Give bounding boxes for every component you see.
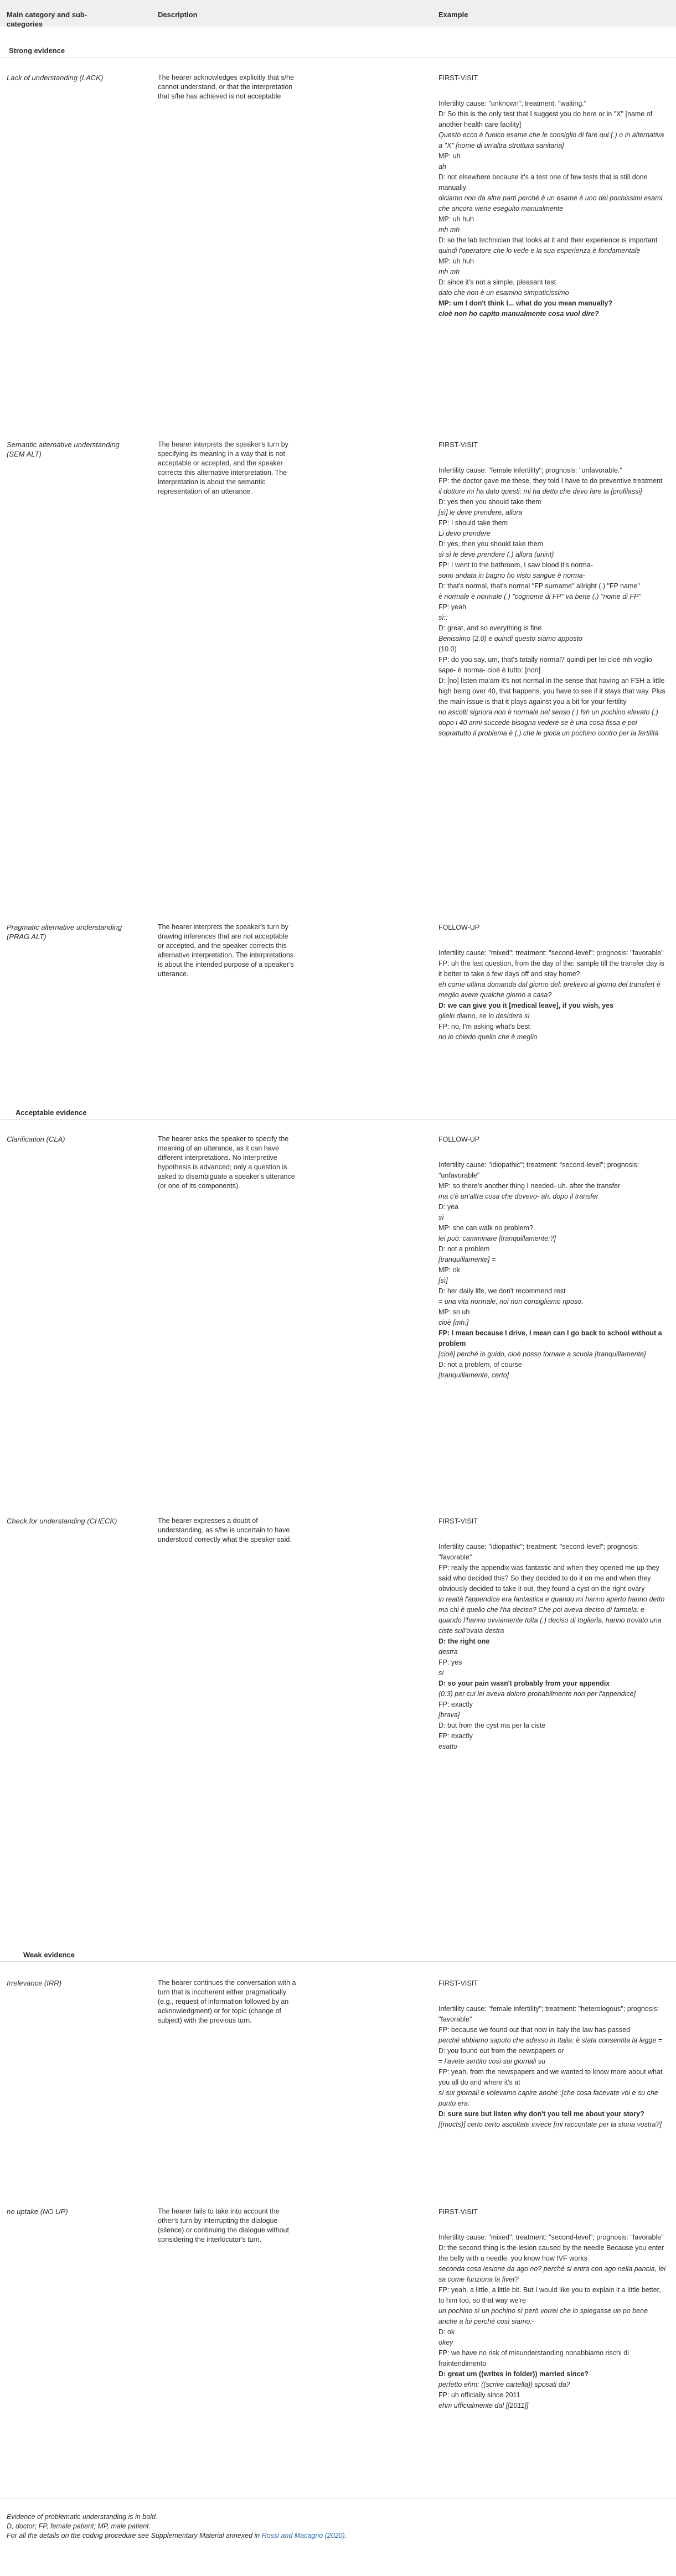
example-line: seconda cosa lesione da ago no? perché si entra con ago nella pancia, lei sa come funziona la fivet? — [438, 2265, 666, 2283]
header-category: Main category and sub-categories — [7, 11, 87, 28]
divider — [0, 1961, 676, 1962]
section-strong-evidence: Strong evidence — [9, 46, 65, 55]
example-line: D: so your pain wasn't probably from your appendix — [438, 1680, 610, 1687]
example-line: D: yes then you should take them — [438, 498, 541, 506]
example-line: FP: because we found out that now in Italy the law has passed — [438, 2026, 631, 2034]
example-line: D: we can give you it [medical leave], if you wish, yes — [438, 1002, 614, 1009]
example-line: D: her daily life, we don't recommend rest — [438, 1287, 566, 1295]
example-line: FP: exactly — [438, 1701, 473, 1708]
example-line: no ascolti signora non è normale nel senso (.) fsh un pochino elevato (.) dopo i 40 anni succede bisogna vedere se è una cosa fissa e poi soprattutto il problema è (.) che le gioca un pochino contro per la fertilità — [438, 708, 659, 737]
example-line: D: the right one — [438, 1637, 490, 1645]
category-lack: Lack of understanding (LACK) — [7, 74, 104, 82]
example-line: sì:: — [438, 614, 448, 621]
example-line: perché abbiamo saputo che adesso in Italia: è stata consentita la legge = — [438, 2036, 663, 2044]
example-line: FP: do you say, um, that's totally normal? quindi per lei cioè mh voglio sape- è norma- cioè è tutto: [non] — [438, 656, 652, 674]
example-line — [438, 2217, 668, 2232]
example-line: cioè non ho capito manualmente cosa vuol dire? — [438, 310, 599, 318]
example-check — [438, 1516, 668, 1752]
example-line: FP: really the appendix was fantastic and when they opened me up they said who decided this? So they decided to do it on me and when they obviously decided to take it out, they found a cyst on the right ovary — [438, 1564, 659, 1593]
category-prag-alt: Pragmatic alternative understanding (PRAG ALT) — [7, 923, 122, 941]
example-line: ma c'è un'altra cosa che dovevo- ah. dopo il transfer — [438, 1193, 598, 1200]
example-line: [(mocts)] certo certo ascoltate invece [mi raccontate per la storia vostra?] — [438, 2121, 662, 2128]
example-line: mh mh — [438, 268, 460, 276]
example-line: FP: uh the last question, from the day of the: sample till the transfer day is it better to take a few days off and stay home? — [438, 960, 664, 978]
example-line: D: not a problem, of course — [438, 1361, 522, 1369]
example-line: FIRST-VISIT — [438, 441, 478, 449]
example-no-up — [438, 2207, 668, 2411]
example-line: D: yea — [438, 1203, 459, 1211]
example-line: D: so the lab technician that looks at it and their experience is important — [438, 236, 658, 244]
example-line: dato che non è un esamino simpaticissimo — [438, 289, 569, 297]
example-line: glielo diamo, se lo desidera sì — [438, 1012, 530, 1020]
category-sem-alt: Semantic alternative understanding (SEM ALT) — [7, 440, 120, 458]
example-line: D: you found out from the newspapers or — [438, 2047, 564, 2055]
example-line: Infertility cause: "idiopathic"; treatment: "second-level"; prognosis: "favorable" — [438, 1543, 639, 1561]
example-line: esatto — [438, 1743, 458, 1750]
example-line: Infertility cause: "mixed"; treatment: "second-level"; prognosis: "favorable" — [438, 949, 664, 957]
example-line: MP: so there's another thing I needed- uh. after the transfer — [438, 1182, 621, 1190]
example-cla — [438, 1134, 668, 1381]
example-line — [438, 84, 668, 99]
example-line: è normale è normale (.) "cognome di FP" va bene (.) "nome di FP" — [438, 593, 641, 600]
example-line: [sì] le deve prendere, allora — [438, 509, 523, 516]
example-line: FP: yes — [438, 1658, 462, 1666]
example-line: [tranquillamente, certo] — [438, 1371, 509, 1379]
example-line: FP: the doctor gave me these, they told I have to do preventive treatment — [438, 477, 663, 485]
example-line: D: but from the cyst ma per la ciste — [438, 1722, 546, 1729]
example-line: D: sure sure but listen why don't you tell me about your story? — [438, 2110, 644, 2118]
example-line: diciamo non da altre parti perché è un esame è uno dei pochissimi esami che ancora viene eseguito manualmente — [438, 194, 663, 212]
example-line: sì — [438, 1669, 444, 1677]
example-line: FIRST-VISIT — [438, 1979, 478, 1987]
example-line: D: yes, then you should take them — [438, 540, 543, 548]
example-line — [438, 1145, 668, 1160]
footnote-bold: Evidence of problematic understanding is in bold. — [7, 2513, 158, 2521]
example-line: FOLLOW-UP — [438, 1136, 480, 1143]
example-line: sì sì le deve prendere (.) allora (unint) — [438, 551, 554, 558]
example-line: FP: no, I'm asking what's best — [438, 1023, 530, 1030]
example-line: in realtà l'appendice era fantastica e quando mi hanno aperto hanno detto ma chi è quello che l'ha deciso? Che poi aveva deciso di farmela: e quando l'hanno ovviamente tolta (.) deciso di toglierla, hanno trovato una ciste sull'ovaia destra — [438, 1595, 665, 1635]
example-line: [tranquillamente] = — [438, 1256, 496, 1263]
example-line: D: since it's not a simple, pleasant test — [438, 278, 556, 286]
example-line: ah — [438, 163, 446, 170]
example-line: FP: exactly — [438, 1732, 473, 1740]
section-acceptable-evidence: Acceptable evidence — [16, 1108, 87, 1117]
example-line — [438, 450, 668, 465]
example-line: ehm ufficialmente dal [[2011]] — [438, 2402, 529, 2409]
example-line: sono andata in bagno ho visto sangue è norma- — [438, 572, 585, 579]
example-line — [438, 1989, 668, 2004]
example-prag-alt — [438, 922, 668, 1043]
example-line: MP: uh huh — [438, 257, 474, 265]
description-check: The hearer expresses a doubt of understanding, as s/he is uncertain to have understood correctly what the speaker said. — [158, 1517, 292, 1543]
example-line: MP: uh — [438, 152, 461, 160]
example-line: Benissimo (2.0) e quindi questo siamo apposto — [438, 635, 582, 642]
example-line: il dottore mi ha dato questi: mi ha detto che devo fare la [profilassi] — [438, 488, 642, 495]
example-line: D: not elsewhere because it's a test one of few tests that is still done manually — [438, 173, 648, 191]
example-irr — [438, 1978, 668, 2130]
example-line: MP: she can walk no problem? — [438, 1224, 533, 1232]
example-line: FP: I went to the bathroom, I saw blood it's norma- — [438, 561, 593, 569]
description-lack: The hearer acknowledges explicitly that s/he cannot understand, or that the interpretation that s/he has achieved is not acceptable — [158, 74, 294, 100]
example-line: FP: we have no risk of misunderstanding nonabbiamo rischi di fraintendimento — [438, 2349, 629, 2367]
example-line: Infertility cause: "mixed"; treatment: "second-level"; prognosis: "favorable" — [438, 2233, 664, 2241]
example-line: FP: yeah, from the newspapers and we wanted to know more about what you all do and where it's at — [438, 2068, 663, 2086]
footnote-reference-text: For all the details on the coding procedure see Supplementary Material annexed in — [7, 2532, 262, 2539]
example-line: Li devo prendere — [438, 530, 491, 537]
category-irr: Irrelevance (IRR) — [7, 1979, 61, 1987]
example-line: lei può: camminare [tranquillamente:?] — [438, 1235, 556, 1242]
header-description: Description — [158, 11, 198, 19]
description-prag-alt: The hearer interprets the speaker's turn by drawing inferences that are not acceptable or accepted, and the speaker corrects this alternative interpretation. The interpretations is about the intended purpose of a speaker's utterance. — [158, 923, 294, 978]
example-line: D: ok — [438, 2328, 455, 2336]
example-line: FP: I mean because I drive, I mean can I go back to school without a problem — [438, 1329, 662, 1347]
example-line: D: [no] listen ma'am it's not normal in the sense that having an FSH a little high being over 40, that happens, you have to see if it stays that way. Plus the main issue is that it plays against you a bit for your fertility — [438, 677, 665, 706]
header-example: Example — [438, 11, 468, 19]
example-line: no io chiedo quello che è meglio — [438, 1033, 538, 1041]
example-line: eh come ultima domanda dal giorno del: prelievo al giorno del transfert è meglio avere qualche giorno a casa? — [438, 981, 660, 999]
example-line: FP: uh officially since 2011 — [438, 2391, 520, 2399]
section-weak-evidence: Weak evidence — [23, 1951, 75, 1959]
example-line: MP: ok — [438, 1266, 460, 1274]
footnote-abbreviations: D, doctor; FP, female patient; MP, male patient. — [7, 2522, 151, 2530]
example-line: Infertility cause: "female infertility"; prognosis: "unfavorable." — [438, 467, 622, 474]
description-no-up: The hearer fails to take into account the other's turn by interrupting the dialogue (silence) or continuing the dialogue without considering the interlocutor's turn. — [158, 2207, 289, 2243]
example-line: (0.3) per cui lei aveva dolore probabilmente non per l'appendice] — [438, 1690, 636, 1698]
category-check: Check for understanding (CHECK) — [7, 1517, 117, 1525]
example-line: okey — [438, 2339, 453, 2346]
example-line: sì sui giornali e volevamo capire anche :[che cosa facevate voi e su che punto era: — [438, 2089, 658, 2107]
example-line: FIRST-VISIT — [438, 74, 478, 82]
example-line: cioè [mh:] — [438, 1319, 469, 1326]
example-line — [438, 933, 668, 948]
example-line: FOLLOW-UP — [438, 924, 480, 931]
example-line: sì — [438, 1214, 444, 1221]
example-line: FP: I should take them — [438, 519, 508, 527]
example-line: D: great, and so everything is fine — [438, 624, 542, 632]
example-sem-alt — [438, 440, 668, 739]
example-line: D: that's normal, that's normal "FP surname" allright (.) "FP name" — [438, 582, 640, 590]
example-line: (10.0) — [438, 645, 457, 653]
description-sem-alt: The hearer interprets the speaker's turn by specifying its meaning in a way that is not acceptable or accepted, and the speaker corrects this alternative interpretation. The interpretation is about the semantic representation of an utterance. — [158, 440, 288, 495]
example-line: MP: um I don't think I... what do you mean manually? — [438, 299, 613, 307]
example-line: quindi l'operatore che lo vede e la sua esperienza è fondamentale — [438, 247, 641, 255]
example-line: perfetto ehm: ((scrive cartella)) sposati da? — [438, 2381, 570, 2388]
example-line: un pochino sì un pochino sì però vorrei che lo spiegasse un po bene anche a lui perché così siamo:- — [438, 2307, 648, 2325]
footnote-reference-end: . — [344, 2532, 347, 2539]
example-line: D: great um ((writes in folder)) married since? — [438, 2370, 589, 2378]
reference-link[interactable]: Rossi and Macagno (2020) — [261, 2532, 345, 2539]
example-line: Infertility cause: "idiopathic"; treatment: "second-level"; prognosis: "unfavorable" — [438, 1161, 639, 1179]
example-line: FP: yeah, a little, a little bit. But I would like you to explain it a little better, to him too, so that way we're — [438, 2286, 661, 2304]
category-cla: Clarification (CLA) — [7, 1135, 65, 1143]
example-line: MP: uh huh — [438, 215, 474, 223]
example-line: mh mh — [438, 226, 460, 234]
example-line: [brava] — [438, 1711, 460, 1719]
example-line: destra — [438, 1648, 458, 1656]
footnote-reference — [7, 2531, 560, 2541]
example-line: MP: so uh — [438, 1308, 470, 1316]
example-lack — [438, 73, 668, 319]
description-cla: The hearer asks the speaker to specify the meaning of an utterance, as it can have different interpretations. No interpretive hypothesis is advanced; only a question is asked to disambiguate a speaker's utterance (or one of its components). — [158, 1135, 295, 1190]
example-line: Questo ecco è l'unico esame che le consiglio di fare qui:(.) o in alternativa a "X" [nome di un'altra struttura sanitaria] — [438, 131, 664, 149]
example-line: [sì] — [438, 1277, 448, 1284]
example-line: = una vita normale, noi non consigliamo riposo. — [438, 1298, 584, 1305]
description-irr: The hearer continues the conversation with a turn that is incoherent either pragmatically (e.g., request of information followed by an acknowledgment) or for topic (change of subject) with the previous turn. — [158, 1979, 296, 2024]
example-line: D: So this is the only test that I suggest you do here or in "X" [name of another health care facility] — [438, 110, 653, 128]
category-no-up: no uptake (NO UP) — [7, 2207, 68, 2216]
example-line: FP: yeah — [438, 603, 467, 611]
example-line: = l'avete sentito così sui giornali su — [438, 2057, 546, 2065]
example-line: D: the second thing is the lesion caused by the needle Because you enter the belly with a needle, you know how IVF works — [438, 2244, 664, 2262]
example-line: Infertility cause: "female infertility"; treatment: "heterologous"; prognosis: "favorable" — [438, 2005, 659, 2023]
example-line: D: not a problem — [438, 1245, 490, 1253]
example-line: Infertility cause: "unknown"; treatment: "waiting." — [438, 100, 587, 107]
table-header — [0, 0, 676, 27]
example-line: FIRST-VISIT — [438, 2208, 478, 2216]
example-line — [438, 1527, 668, 1542]
example-line: [cioè] perché io guido, cioè posso tornare a scuola [tranquillamente] — [438, 1350, 646, 1358]
example-line: FIRST-VISIT — [438, 1517, 478, 1525]
